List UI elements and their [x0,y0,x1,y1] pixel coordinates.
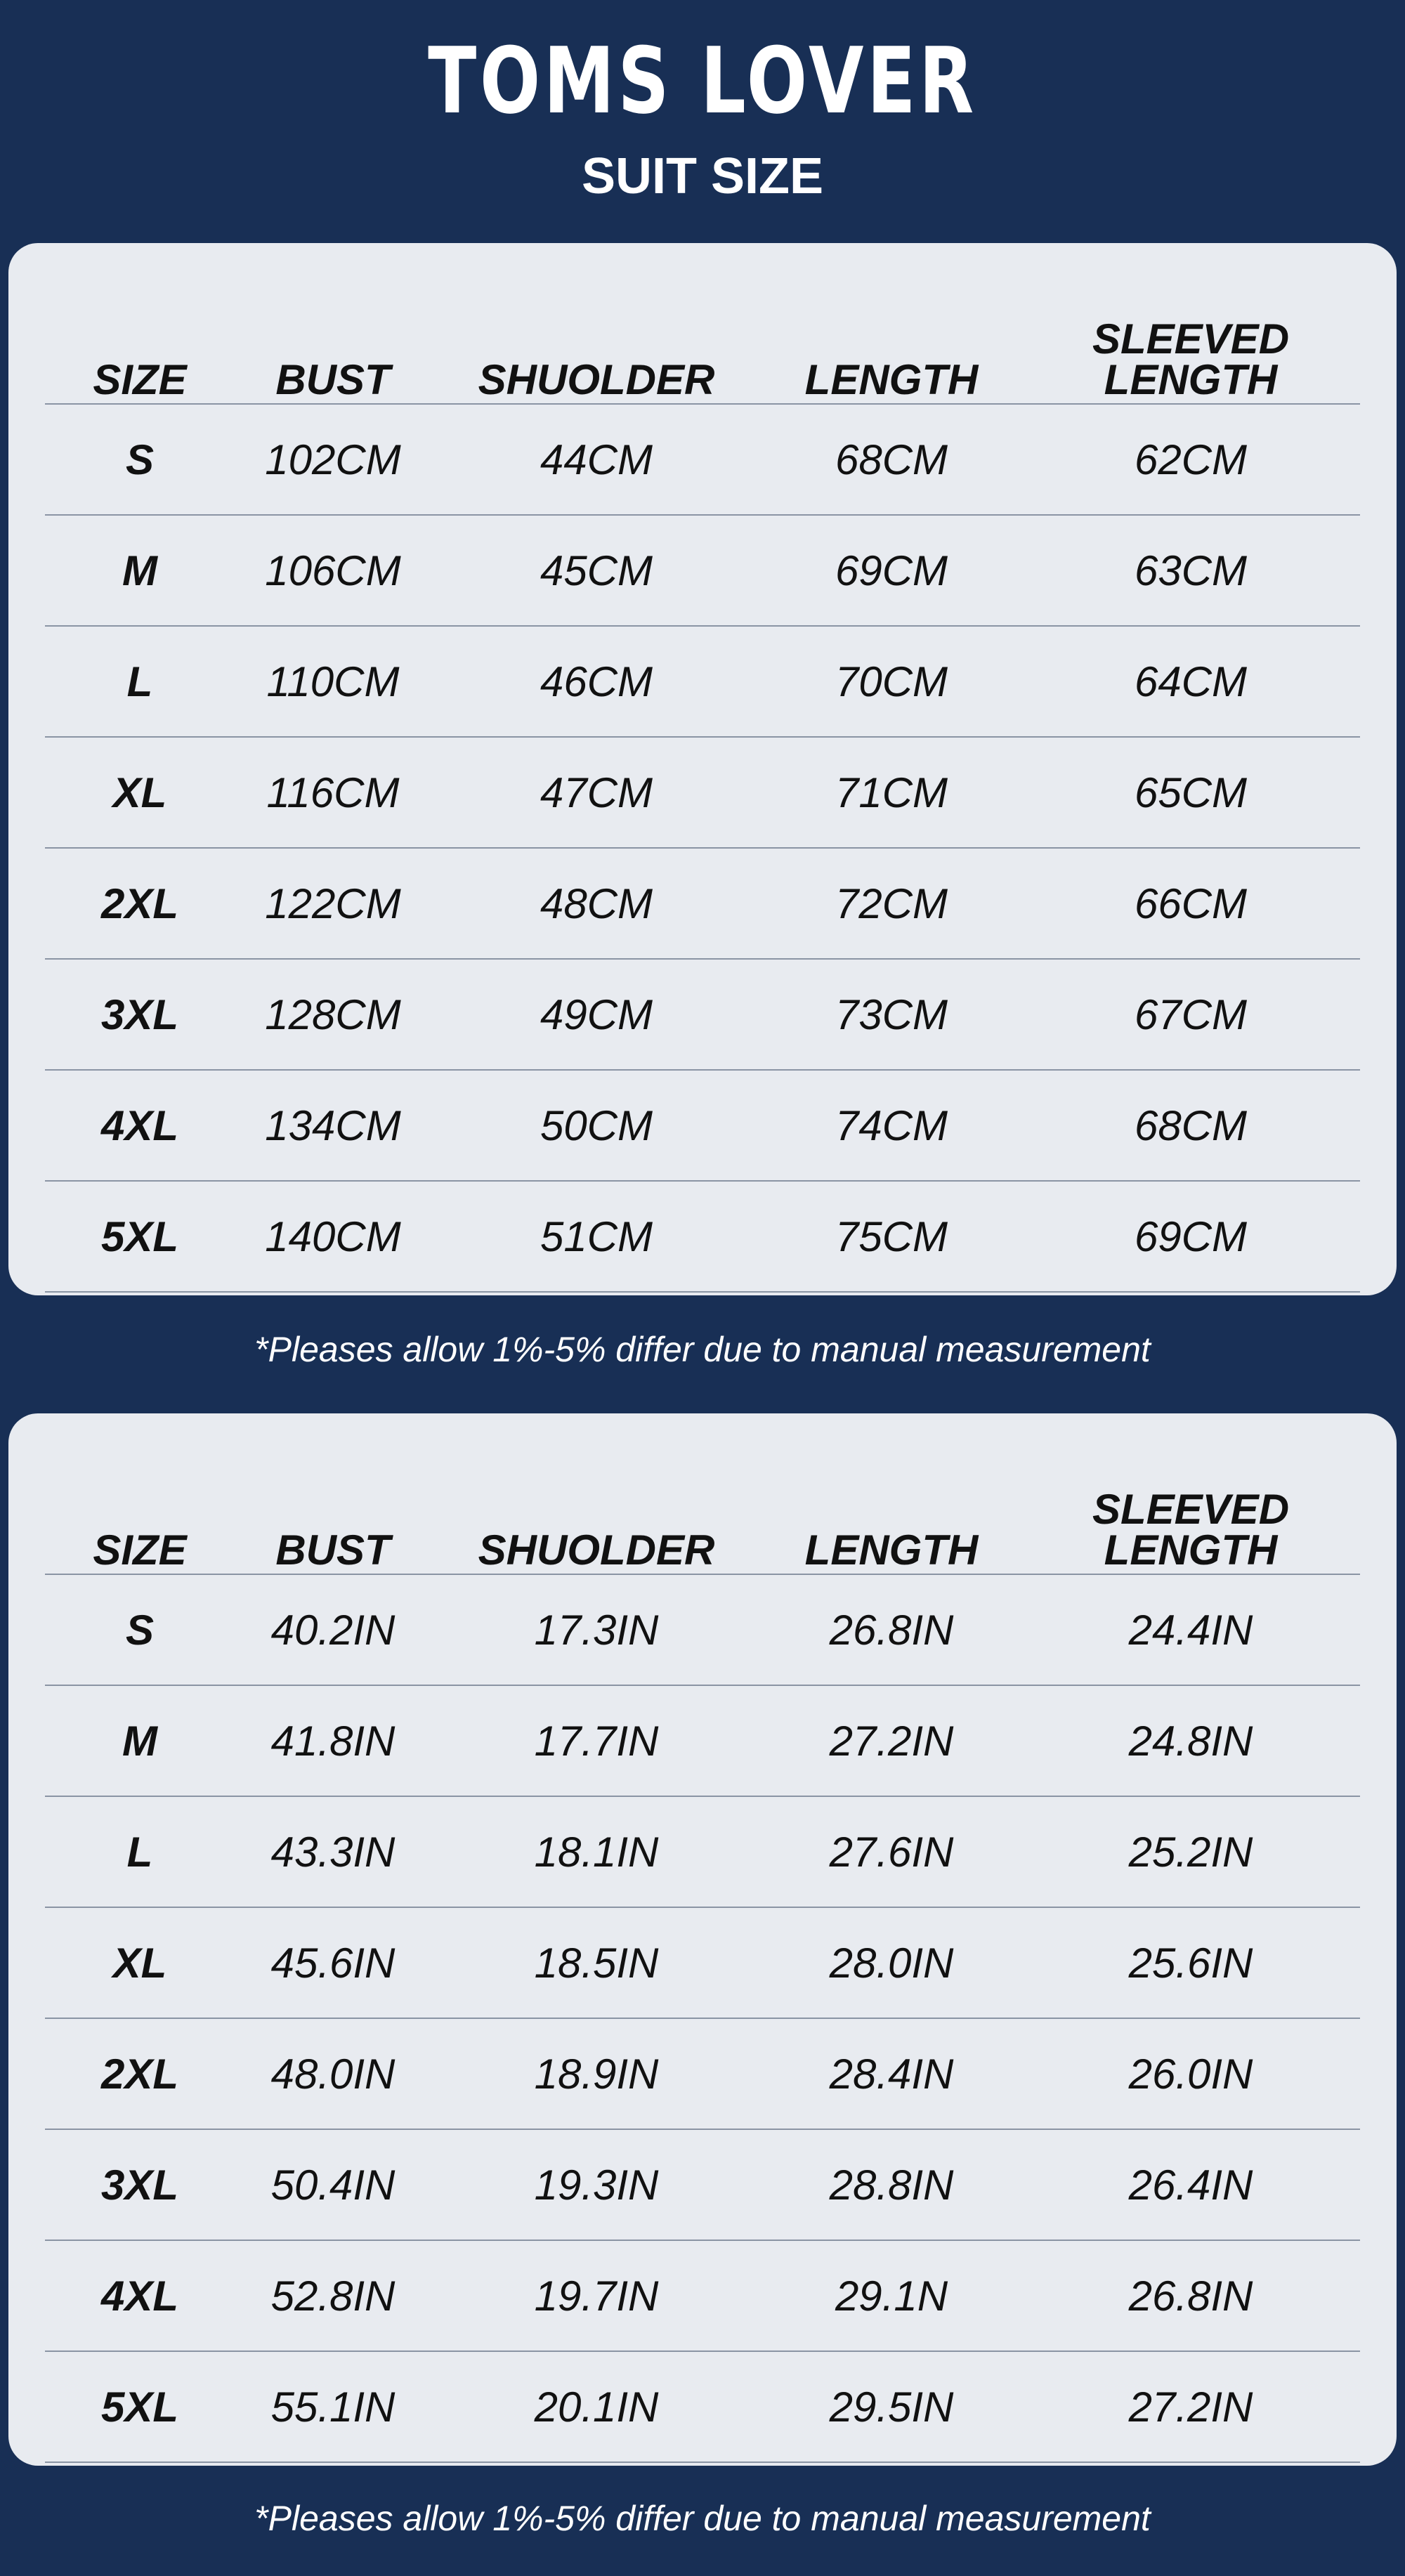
measurement-note: *Pleases allow 1%-5% differ due to manual measurement [254,2499,1151,2538]
cell-shoulder: 51CM [431,1181,762,1292]
cell-length: 75CM [762,1181,1021,1292]
cell-size: L [45,1796,235,1907]
cell-size: 2XL [45,2018,235,2129]
cell-sleeved-length: 24.8IN [1021,1685,1360,1796]
size-table-cm-panel [8,243,1397,1295]
cell-size: 3XL [45,2129,235,2240]
table-row [45,848,1360,959]
cell-length: 69CM [762,515,1021,626]
cell-sleeved-length: 26.4IN [1021,2129,1360,2240]
cell-sleeved-length: 25.6IN [1021,1907,1360,2018]
cell-length: 28.0IN [762,1907,1021,2018]
column-header-shoulder: SHUOLDER [431,275,762,404]
cell-shoulder: 50CM [431,1070,762,1181]
cell-sleeved-length: 24.4IN [1021,1574,1360,1685]
cell-sleeved-length: 66CM [1021,848,1360,959]
cell-length: 72CM [762,848,1021,959]
column-header-shoulder: SHUOLDER [431,1446,762,1574]
table-row [45,515,1360,626]
cell-bust: 52.8IN [235,2240,431,2351]
cell-bust: 102CM [235,404,431,515]
table-row [45,1070,1360,1181]
cell-shoulder: 18.1IN [431,1796,762,1907]
table-header-row [45,1446,1360,1574]
cell-size: 2XL [45,848,235,959]
table-row [45,959,1360,1070]
table-row [45,2240,1360,2351]
cell-size: M [45,515,235,626]
cell-size: 3XL [45,959,235,1070]
cell-bust: 45.6IN [235,1907,431,2018]
table-row [45,2351,1360,2462]
cell-bust: 106CM [235,515,431,626]
column-header-length: LENGTH [762,1446,1021,1574]
cell-bust: 55.1IN [235,2351,431,2462]
cell-sleeved-length: 25.2IN [1021,1796,1360,1907]
cell-size: S [45,404,235,515]
cell-shoulder: 47CM [431,737,762,848]
table-row [45,2129,1360,2240]
table-row [45,737,1360,848]
cell-bust: 140CM [235,1181,431,1292]
cell-size: 5XL [45,1181,235,1292]
cell-shoulder: 18.5IN [431,1907,762,2018]
cell-sleeved-length: 68CM [1021,1070,1360,1181]
cell-shoulder: 48CM [431,848,762,959]
cell-bust: 43.3IN [235,1796,431,1907]
cell-length: 28.8IN [762,2129,1021,2240]
page-title: SUIT SIZE [581,148,824,204]
column-header-sleeved-length: SLEEVED LENGTH [1021,1446,1360,1574]
cell-length: 70CM [762,626,1021,737]
cell-sleeved-length: 27.2IN [1021,2351,1360,2462]
cell-shoulder: 20.1IN [431,2351,762,2462]
cell-shoulder: 17.7IN [431,1685,762,1796]
cell-sleeved-length: 26.0IN [1021,2018,1360,2129]
cell-bust: 110CM [235,626,431,737]
table-header-row [45,275,1360,404]
cell-size: 5XL [45,2351,235,2462]
size-table-in [45,1446,1360,2463]
cell-length: 68CM [762,404,1021,515]
cell-sleeved-length: 63CM [1021,515,1360,626]
cell-bust: 41.8IN [235,1685,431,1796]
table-row [45,626,1360,737]
cell-length: 73CM [762,959,1021,1070]
cell-shoulder: 18.9IN [431,2018,762,2129]
cell-size: XL [45,737,235,848]
brand-logo: TOMS LOVER [428,27,977,134]
column-header-length: LENGTH [762,275,1021,404]
table-row [45,1181,1360,1292]
cell-length: 29.5IN [762,2351,1021,2462]
cell-length: 71CM [762,737,1021,848]
cell-length: 27.6IN [762,1796,1021,1907]
cell-bust: 128CM [235,959,431,1070]
table-row [45,1574,1360,1685]
cell-shoulder: 46CM [431,626,762,737]
size-table-in-panel [8,1413,1397,2466]
cell-shoulder: 17.3IN [431,1574,762,1685]
table-row [45,1907,1360,2018]
cell-shoulder: 19.3IN [431,2129,762,2240]
size-table-cm [45,275,1360,1293]
cell-size: XL [45,1907,235,2018]
cell-sleeved-length: 26.8IN [1021,2240,1360,2351]
cell-sleeved-length: 62CM [1021,404,1360,515]
column-header-sleeved-length: SLEEVED LENGTH [1021,275,1360,404]
cell-length: 28.4IN [762,2018,1021,2129]
cell-bust: 134CM [235,1070,431,1181]
column-header-bust: BUST [235,275,431,404]
cell-bust: 40.2IN [235,1574,431,1685]
cell-sleeved-length: 65CM [1021,737,1360,848]
table-row [45,1685,1360,1796]
cell-shoulder: 19.7IN [431,2240,762,2351]
table-row [45,1796,1360,1907]
cell-sleeved-length: 69CM [1021,1181,1360,1292]
cell-length: 29.1N [762,2240,1021,2351]
cell-length: 74CM [762,1070,1021,1181]
cell-size: 4XL [45,1070,235,1181]
cell-size: S [45,1574,235,1685]
cell-sleeved-length: 64CM [1021,626,1360,737]
table-row [45,404,1360,515]
cell-size: L [45,626,235,737]
cell-bust: 116CM [235,737,431,848]
cell-bust: 122CM [235,848,431,959]
column-header-size: SIZE [45,275,235,404]
cell-size: 4XL [45,2240,235,2351]
column-header-size: SIZE [45,1446,235,1574]
cell-length: 27.2IN [762,1685,1021,1796]
cell-shoulder: 44CM [431,404,762,515]
cell-length: 26.8IN [762,1574,1021,1685]
column-header-bust: BUST [235,1446,431,1574]
cell-sleeved-length: 67CM [1021,959,1360,1070]
table-row [45,2018,1360,2129]
cell-bust: 50.4IN [235,2129,431,2240]
cell-shoulder: 49CM [431,959,762,1070]
measurement-note: *Pleases allow 1%-5% differ due to manual measurement [254,1330,1151,1369]
cell-bust: 48.0IN [235,2018,431,2129]
cell-shoulder: 45CM [431,515,762,626]
cell-size: M [45,1685,235,1796]
